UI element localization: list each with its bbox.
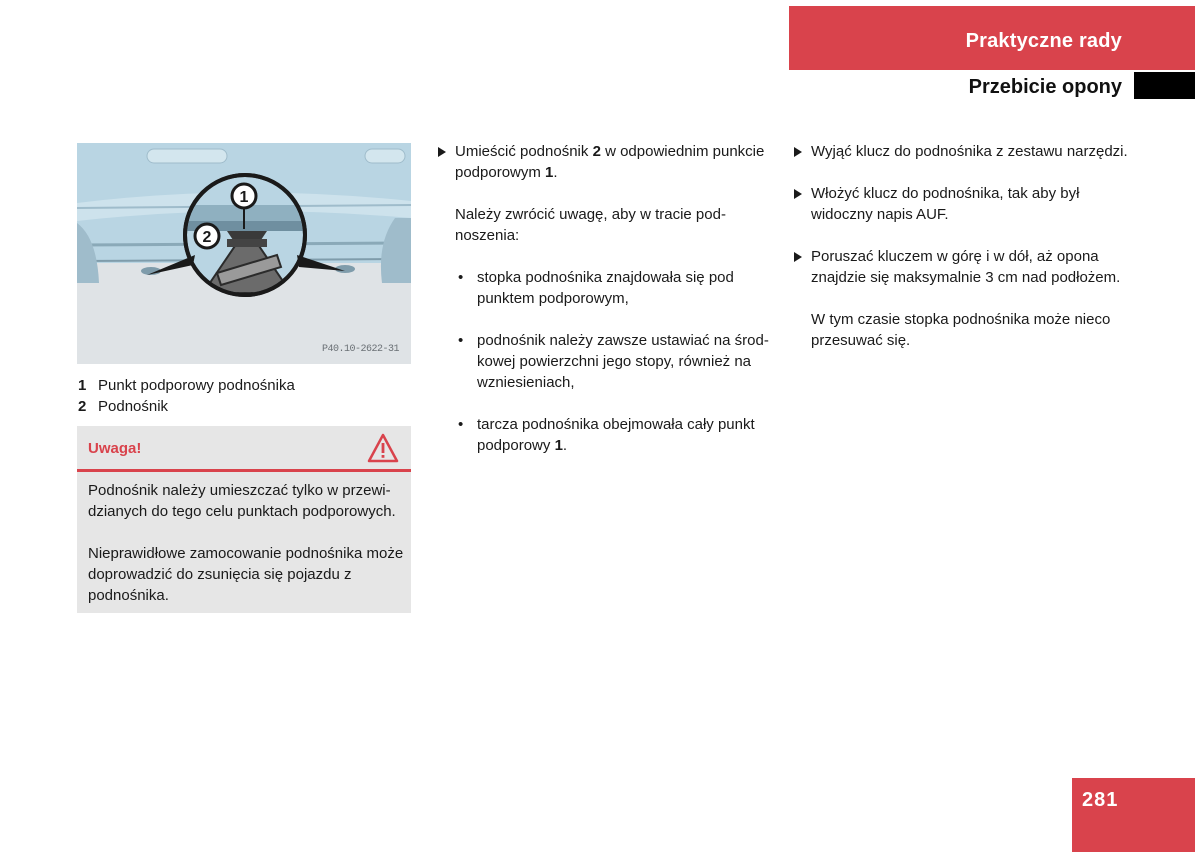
legend-label: Podnośnik (98, 398, 169, 415)
step-arrow-icon (794, 189, 802, 199)
note-paragraph: W tym czasie stopka podnośnika może nieco przesuwać się. (811, 311, 1111, 349)
warning-paragraph: Podnośnik należy umieszczać tylko w przewi-dzianych do tego celu punktach podporowych. (88, 482, 396, 520)
legend-number: 1 (78, 377, 87, 394)
note-paragraph: Należy zwrócić uwagę, aby w tracie pod-noszenia: (455, 206, 726, 244)
warning-paragraph: Nieprawidłowe zamocowanie podnośnika może doprowadzić do zsunięcia się pojazdu z podnośnika. (88, 545, 404, 604)
callout-1-label: 1 (239, 189, 249, 206)
jack-illustration (77, 143, 411, 364)
subsection-title: Przebicie opony (968, 76, 1122, 98)
figure-legend (78, 375, 412, 417)
bullet-item: • tarcza podnośnika obejmowała cały punkt podporowy 1. (458, 416, 755, 454)
instructions-column-3 (792, 141, 1132, 372)
warning-title: Uwaga! (88, 440, 142, 457)
bullet-item: • podnośnik należy zawsze ustawiać na środ-kowej powierzchni jego stopy, również na wzniesieniach, (458, 332, 769, 391)
legend-number: 2 (78, 398, 87, 415)
bullet-item: • stopka podnośnika znajdowała się pod punktem podporowym, (458, 269, 734, 307)
legend-item (78, 375, 412, 396)
jack-figure (77, 143, 411, 364)
step-item: Umieścić podnośnik 2 w odpowiednim punkcie podporowym 1. (436, 141, 776, 183)
callout-2-label: 2 (202, 229, 212, 246)
figure-code: P40.10-2622-31 (321, 344, 399, 355)
bullet-dot-icon: • (458, 269, 464, 286)
step-arrow-icon (794, 147, 802, 157)
page-number: 281 (1082, 789, 1119, 811)
warning-header (77, 426, 411, 470)
warning-triangle-icon (367, 433, 399, 469)
legend-label: Punkt podporowy podnośnika (98, 377, 295, 394)
step-item: Poruszać kluczem w górę i w dół, aż opona znajdzie się maksymalnie 3 cm nad podłożem. (792, 246, 1132, 288)
legend-item (78, 396, 412, 417)
bullet-dot-icon: • (458, 332, 464, 349)
step-item: Włożyć klucz do podnośnika, tak aby był widoczny napis AUF. (792, 183, 1132, 225)
step-arrow-icon (794, 252, 802, 262)
page-number-box (1072, 778, 1195, 852)
instructions-column-2 (436, 141, 776, 477)
header-marker (1134, 72, 1195, 99)
step-arrow-icon (438, 147, 446, 157)
section-title: Praktyczne rady (965, 30, 1122, 52)
step-item: Wyjąć klucz do podnośnika z zestawu narzędzi. (792, 141, 1132, 162)
warning-body (77, 472, 411, 613)
bullet-dot-icon: • (458, 416, 464, 433)
